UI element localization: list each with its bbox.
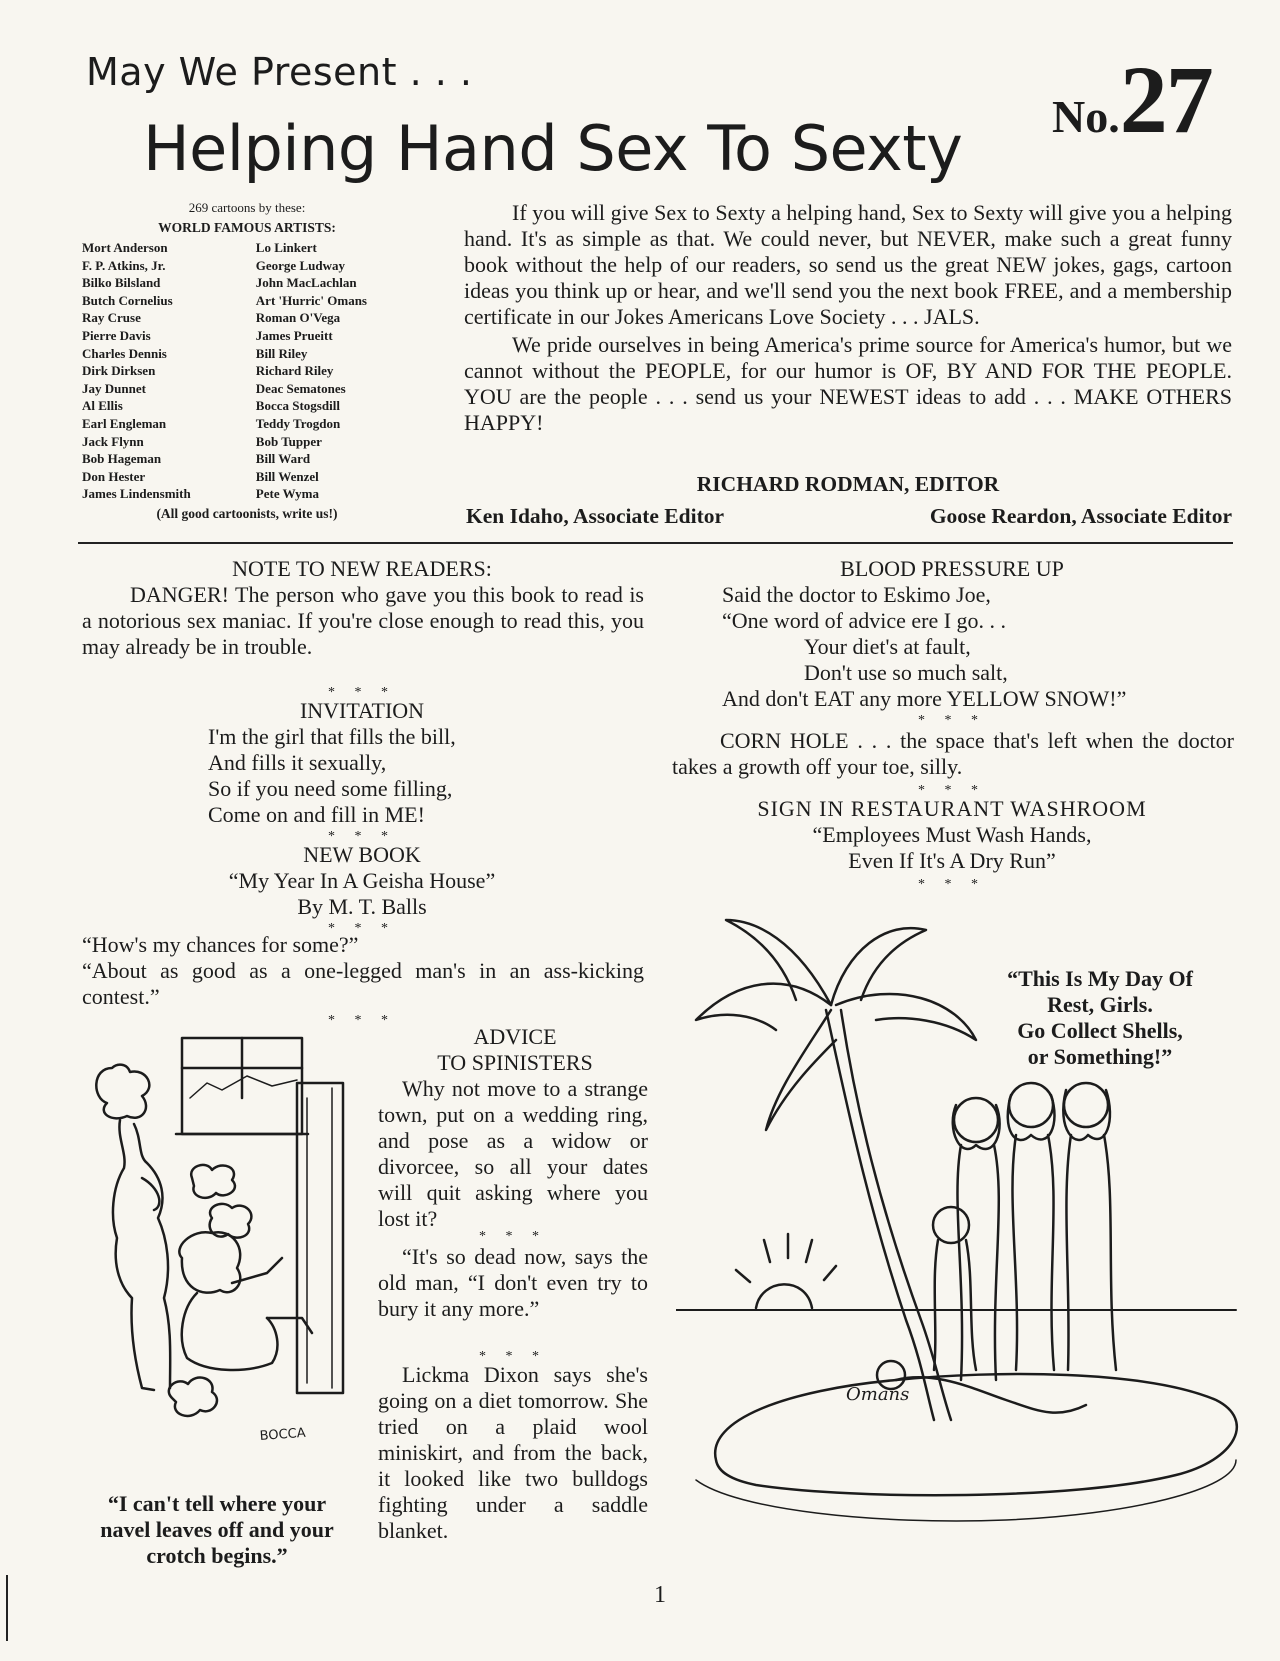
hair	[96, 1065, 149, 1119]
separator-stars: * * *	[328, 1013, 396, 1028]
poem-line: Don't use so much salt,	[804, 660, 1008, 685]
poem-line: I'm the girl that fills the bill,	[208, 724, 456, 749]
margin-mark	[6, 1575, 8, 1641]
sun	[756, 1284, 812, 1308]
poem-line: “One word of advice ere I go. . .	[722, 608, 1007, 633]
palm-trunk	[826, 1010, 934, 1420]
new-book-author: By M. T. Balls	[297, 894, 427, 919]
left-cartoon	[72, 1028, 372, 1484]
chances-answer: “About as good as a one-legged man's in an ass-kicking contest.”	[82, 958, 644, 1009]
artist-name: James Lindensmith	[82, 486, 191, 502]
artist-name: Bob Tupper	[255, 433, 322, 449]
separator-stars: * * *	[328, 829, 396, 844]
artist-name: Dirk Dirksen	[82, 363, 156, 379]
artist-name: Don Hester	[82, 468, 146, 484]
caption-line: Rest, Girls.	[1047, 992, 1153, 1017]
separator-stars: * * *	[328, 685, 396, 700]
artist-name: Mort Anderson	[82, 240, 168, 255]
artist-name: Deac Sematones	[255, 380, 346, 396]
artist-name: Art 'Hurric' Omans	[255, 292, 367, 308]
separator-stars: * * *	[918, 877, 986, 892]
invitation-title: INVITATION	[299, 698, 425, 723]
associate-editor-right: Goose Reardon, Associate Editor	[929, 504, 1232, 528]
artist-name: Bilko Bilsland	[82, 275, 161, 291]
woman-body	[113, 1120, 154, 1390]
artist-name: Ray Cruse	[82, 310, 141, 326]
poem-line: And don't EAT any more YELLOW SNOW!”	[722, 686, 1127, 711]
poem-line: Come on and fill in ME!	[208, 802, 425, 827]
poem-line: And fills it sexually,	[208, 750, 387, 775]
artist-name: Jack Flynn	[82, 433, 144, 449]
new-book-title: NEW BOOK	[303, 842, 421, 867]
intro-text	[464, 200, 1232, 436]
page-title: Helping Hand Sex To Sexty	[143, 112, 963, 185]
corn-hole-text	[672, 728, 1234, 780]
separator-stars: * * *	[918, 783, 986, 798]
artist-name: Bill Ward	[255, 451, 311, 467]
artist-name: Al Ellis	[82, 398, 123, 414]
page-number: 1	[654, 1582, 666, 1608]
credits-right-column	[256, 239, 412, 503]
separator-stars: * * *	[328, 921, 396, 936]
blood-pressure-title: BLOOD PRESSURE UP	[840, 556, 1064, 581]
issue-number: 27	[1119, 46, 1212, 153]
artist-name: Lo Linkert	[255, 240, 317, 255]
artist-name: Teddy Trogdon	[255, 415, 341, 431]
artist-name: James Prueitt	[255, 327, 333, 343]
separator-stars: * * *	[479, 1349, 547, 1364]
blood-pressure-poem	[722, 582, 1232, 712]
caption-line: Go Collect Shells,	[1017, 1018, 1183, 1043]
advice-title-line: ADVICE	[473, 1024, 557, 1049]
separator-stars: * * *	[918, 713, 986, 728]
artist-name: Bill Riley	[255, 345, 308, 361]
poem-line: So if you need some filling,	[208, 776, 453, 801]
washroom-sign-line: “Employees Must Wash Hands,	[812, 822, 1092, 847]
washroom-sign-line: Even If It's A Dry Run”	[848, 848, 1056, 873]
corn-hole-definition: . . . the space that's left when the doctor takes a growth off your toe, silly.	[672, 728, 1234, 779]
artist-name: Earl Engleman	[82, 415, 167, 431]
intro-paragraph: We pride ourselves in being America's prime source for America's humor, but we cannot without the PEOPLE, for our humor is OF, BY AND FOR THE PEOPLE. YOU are the people . . . send us your NEWEST ideas to add . . . MAKE OTHERS HAPPY!	[464, 332, 1232, 435]
cartoon-signature: BOCCA	[259, 1425, 307, 1444]
editor-line: RICHARD RODMAN, EDITOR	[696, 472, 1000, 496]
artist-name: Roman O'Vega	[255, 310, 341, 326]
invitation-poem	[208, 724, 608, 828]
artist-name: F. P. Atkins, Jr.	[82, 257, 166, 273]
artist-name: Pierre Davis	[82, 327, 151, 343]
section-divider	[78, 542, 1233, 544]
artist-name: Jay Dunnet	[82, 380, 146, 396]
intro-paragraph: If you will give Sex to Sexty a helping hand, Sex to Sexty will give you a helping hand. It's as simple as that. We could never, but NEVER, make such a great funny book without the help of our readers, so send us the great NEW jokes, gags, cartoon ideas you think up or hear, and we'll send you the next book FREE, and a membership certificate in our Jokes Americans Love Society . . . JALS.	[464, 200, 1232, 329]
separator-stars: * * *	[479, 1229, 547, 1244]
credits-footer: (All good cartoonists, write us!)	[156, 505, 338, 521]
dead-text: “It's so dead now, says the old man, “I don't even try to bury it any more.”	[378, 1244, 648, 1321]
chances-question: “How's my chances for some?”	[82, 932, 359, 957]
washroom-sign-title: SIGN IN RESTAURANT WASHROOM	[757, 796, 1147, 821]
left-cartoon-caption: “I can't tell where your navel leaves off and your crotch begins.”	[100, 1491, 334, 1568]
associate-editor-left: Ken Idaho, Associate Editor	[466, 504, 725, 528]
note-text: DANGER! The person who gave you this book to read is a notorious sex maniac. If you're close enough to read this, you may already be in trouble.	[82, 582, 644, 659]
artist-name: John MacLachlan	[255, 275, 357, 291]
new-book-name: “My Year In A Geisha House”	[228, 868, 496, 893]
caption-line: or Something!”	[1027, 1044, 1173, 1069]
cartoon-signature: Omans	[846, 1384, 910, 1405]
artist-name: Bob Hageman	[82, 451, 162, 467]
artist-name: Bill Wenzel	[255, 468, 319, 484]
poem-line: Your diet's at fault,	[804, 634, 971, 659]
credits-left-column	[82, 239, 256, 503]
issue-label: No.	[1052, 91, 1120, 142]
artist-name: Bocca Stogsdill	[255, 398, 340, 414]
caption-line: “This Is My Day Of	[1007, 966, 1193, 991]
advice-title-line: TO SPINISTERS	[437, 1050, 593, 1075]
presenting-line: May We Present . . .	[86, 50, 473, 94]
credits-heading: WORLD FAMOUS ARTISTS:	[158, 220, 336, 235]
dixon-text: Lickma Dixon says she's going on a diet tomorrow. She tried on a plaid wool miniskirt, and from the back, it looked like two bulldogs fighting under a saddle blanket.	[378, 1362, 648, 1543]
girls-group	[933, 1083, 1116, 1380]
artist-name: George Ludway	[255, 257, 345, 273]
artist-name: Pete Wyma	[255, 486, 319, 502]
corn-hole-label: CORN HOLE	[720, 728, 849, 753]
advice-text: Why not move to a strange town, put on a wedding ring, and pose as a widow or divorcee, so all your dates will quit asking where you lost it?	[378, 1076, 648, 1231]
note-title: NOTE TO NEW READERS:	[232, 556, 492, 581]
issue-badge	[1052, 44, 1212, 155]
island-cartoon-caption	[980, 966, 1220, 1070]
artist-name: Charles Dennis	[82, 345, 167, 361]
palm-frond	[696, 984, 831, 1030]
artist-name: Richard Riley	[255, 363, 334, 379]
island	[715, 1374, 1237, 1495]
artist-name: Butch Cornelius	[82, 292, 173, 308]
poem-line: Said the doctor to Eskimo Joe,	[722, 582, 991, 607]
advice-title	[385, 1024, 645, 1076]
cartoon-count: 269 cartoons by these:	[188, 200, 306, 215]
artist-credits	[82, 200, 412, 522]
